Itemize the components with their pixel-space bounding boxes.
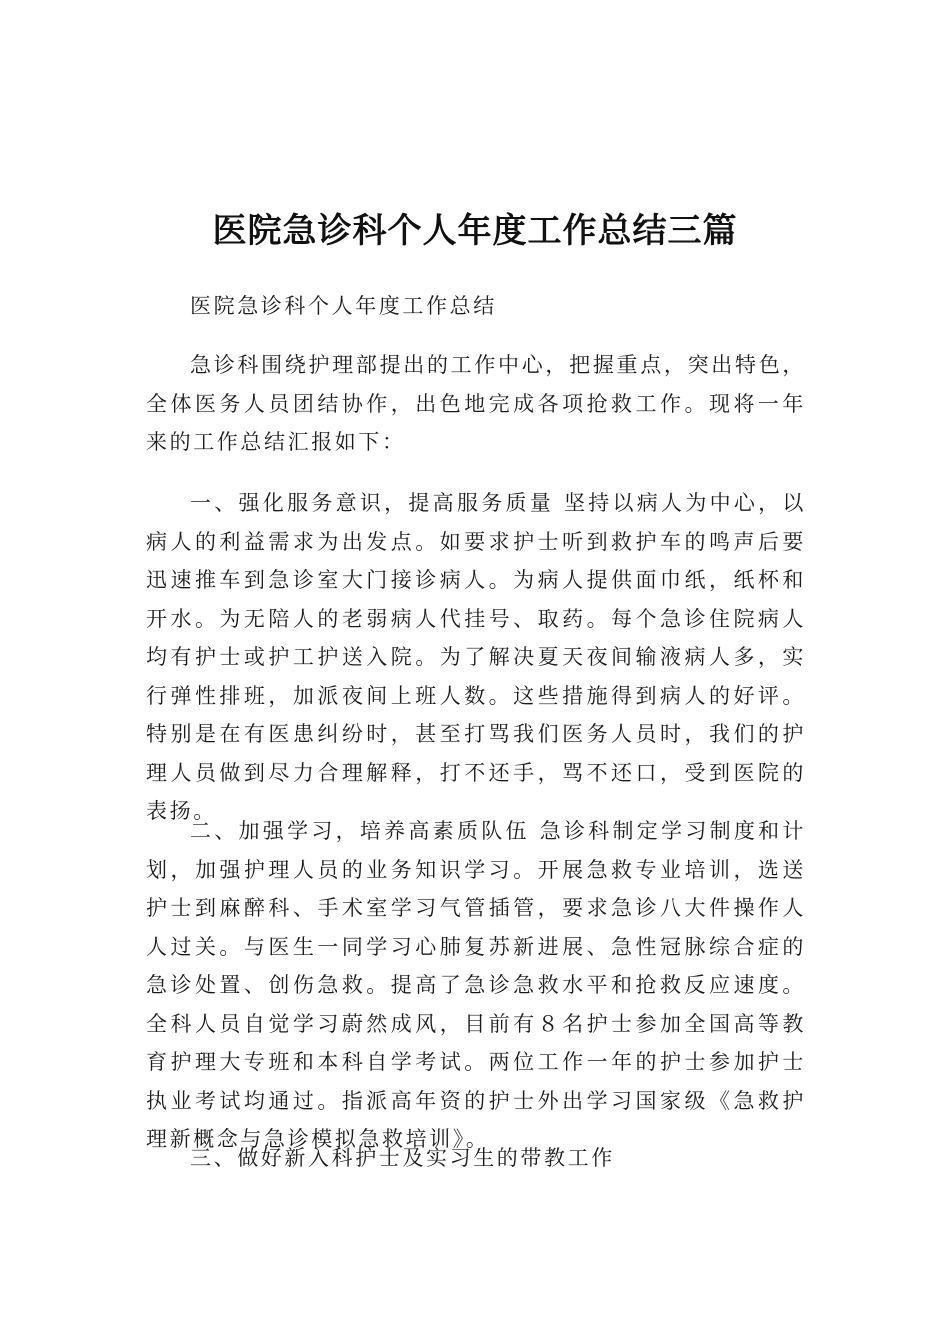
paragraph-section-1: 一、强化服务意识，提高服务质量 坚持以病人为中心，以病人的利益需求为出发点。如要求护士听到救护车的鸣声后要迅速推车到急诊室大门接诊病人。为病人提供面巾纸，纸杯和开水。为无陪人的老弱病人代挂号、取药。每个急诊住院病人均有护士或护工护送入院。为了解决夏天夜间输液病人多，实行弹性排班，加派夜间上班人数。这些措施得到病人的好评。特别是在有医患纠纷时，甚至打骂我们医务人员时，我们的护理人员做到尽力合理解释，打不还手，骂不还口，受到医院的表扬。 <box>146 491 806 823</box>
paragraph-section-2: 二、加强学习，培养高素质队伍 急诊科制定学习制度和计划，加强护理人员的业务知识学习。开展急救专业培训，选送护士到麻醉科、手术室学习气管插管，要求急诊八大件操作人人过关。与医生一同学习心肺复苏新进展、急性冠脉综合症的急诊处置、创伤急救。提高了急诊急救水平和抢救反应速度。全科人员自觉学习蔚然成风，目前有８名护士参加全国高等教育护理大专班和本科自学考试。两位工作一年的护士参加护士执业考试均通过。指派高年资的护士外出学习国家级《急救护理新概念与急诊模拟急救培训》。 <box>146 819 806 1151</box>
document-title: 医院急诊科个人年度工作总结三篇 <box>212 211 738 251</box>
document-subtitle: 医院急诊科个人年度工作总结 <box>190 294 497 318</box>
paragraph-intro: 急诊科围绕护理部提出的工作中心，把握重点，突出特色，全体医务人员团结协作，出色地完成各项抢救工作。现将一年来的工作总结汇报如下： <box>146 353 806 454</box>
paragraph-section-3-heading: 三、做好新入科护士及实习生的带教工作 <box>190 1146 615 1170</box>
